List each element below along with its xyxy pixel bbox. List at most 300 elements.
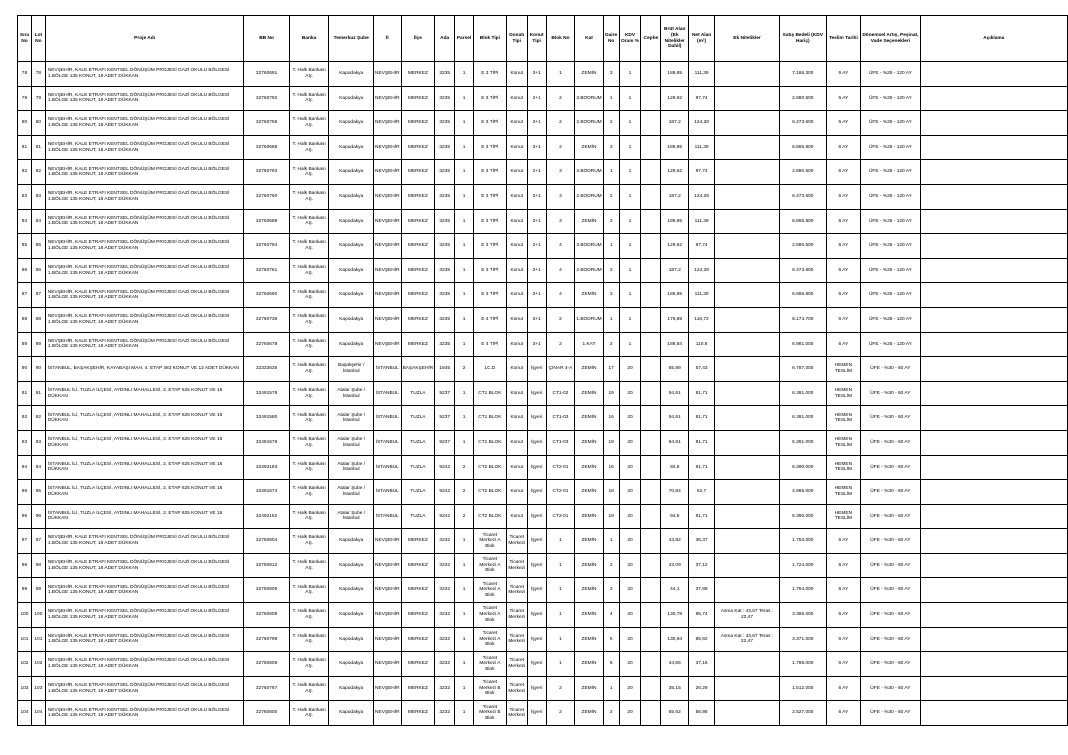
table-cell: 87	[18, 283, 32, 308]
table-cell: 94,8	[661, 455, 689, 480]
table-cell: NEVŞEHİR	[374, 603, 402, 628]
table-cell: 81,71	[689, 504, 715, 529]
table-cell: 2	[546, 86, 575, 111]
table-cell: Konut	[506, 480, 527, 505]
table-cell: Kapodakya	[329, 578, 374, 603]
table-cell	[714, 480, 779, 505]
table-cell: 124,28	[689, 258, 715, 283]
table-cell: 3+1	[527, 184, 546, 209]
column-header: Ada	[435, 16, 455, 62]
table-cell	[920, 504, 1067, 529]
table-cell: ÜFE - %25 - 120 AY	[861, 62, 920, 87]
table-cell: E 3 TİPİ	[474, 135, 507, 160]
table-cell: Konut	[506, 381, 527, 406]
table-cell: 6.865.800	[780, 135, 827, 160]
table-cell: 6.473.600	[780, 258, 827, 283]
table-cell: MERKEZ	[401, 135, 435, 160]
table-cell: Kapodakya	[329, 553, 374, 578]
table-cell: ÜFE - %25 - 120 AY	[861, 209, 920, 234]
table-cell: 32760738	[244, 307, 290, 332]
table-cell: 88	[18, 307, 32, 332]
table-cell	[920, 283, 1067, 308]
table-cell: 36,37	[689, 529, 715, 554]
table-cell: 6 AY	[826, 578, 861, 603]
table-cell: İşyeri	[527, 529, 546, 554]
table-cell: 2	[455, 480, 474, 505]
table-cell: 1	[455, 209, 474, 234]
table-cell: Ticaret Merkezi A Blok	[474, 529, 507, 554]
table-cell: İşyeri	[527, 357, 546, 382]
table-cell	[641, 160, 661, 185]
table-cell: 6.865.800	[780, 209, 827, 234]
table-cell: 32760691	[244, 62, 290, 87]
table-cell: 1	[455, 184, 474, 209]
table-cell: Kapodakya	[329, 283, 374, 308]
table-cell: 20	[619, 455, 641, 480]
table-row	[18, 160, 1068, 185]
table-row	[18, 307, 1068, 332]
table-cell: MERKEZ	[401, 234, 435, 259]
table-cell	[641, 381, 661, 406]
table-cell: 9242	[435, 504, 455, 529]
table-cell: Konut	[506, 209, 527, 234]
table-cell: CT2-01	[546, 480, 575, 505]
table-cell: 4	[546, 283, 575, 308]
table-cell: 32760805	[244, 578, 290, 603]
table-cell: TUZLA	[401, 455, 435, 480]
table-cell: 7.166.300	[780, 62, 827, 87]
table-cell: Ticaret Merkezi	[506, 553, 527, 578]
table-cell: 4.865.000	[780, 480, 827, 505]
table-cell: NEVŞEHİR	[374, 627, 402, 652]
table-cell: 1	[455, 283, 474, 308]
table-cell: 1	[455, 578, 474, 603]
table-cell: 20	[619, 676, 641, 701]
table-cell: E 3 TİPİ	[474, 258, 507, 283]
table-cell: ÜFE - %30 - 60 AY	[861, 455, 920, 480]
table-row	[18, 111, 1068, 136]
table-cell	[641, 701, 661, 726]
table-cell: 6.391.000	[780, 406, 827, 431]
table-cell: NEVŞEHİR, KALE ETRAFI KENTSEL DÖNÜŞÜM PROJESİ GAZİ OKULU BÖLGESİ 1.BÖLGE 135 KONUT, 18 ADET DÜKKAN	[45, 553, 243, 578]
table-cell: ÜFE - %30 - 60 AY	[861, 357, 920, 382]
table-cell: E 3 TİPİ	[474, 160, 507, 185]
table-cell	[641, 504, 661, 529]
table-cell: 2	[546, 332, 575, 357]
table-cell: ÜFE - %30 - 60 AY	[861, 627, 920, 652]
column-header: Brüt Alan (Ek Nitelikler Dahil)	[661, 16, 689, 62]
table-row	[18, 504, 1068, 529]
table-row	[18, 603, 1068, 628]
table-cell: 2+1	[527, 160, 546, 185]
table-cell: 102	[18, 652, 32, 677]
table-row	[18, 553, 1068, 578]
table-cell: 65,62	[661, 701, 689, 726]
table-cell: 104	[18, 701, 32, 726]
table-cell: HEMEN TESLİM	[826, 504, 861, 529]
table-cell: 1	[619, 258, 641, 283]
table-row	[18, 480, 1068, 505]
table-cell: 19	[603, 504, 619, 529]
table-cell: 1	[546, 603, 575, 628]
column-header: Dönemsel Artış, Peşinat, Vade Seçenekleri	[861, 16, 920, 62]
table-cell: 1	[455, 111, 474, 136]
table-cell: 1	[619, 234, 641, 259]
table-cell: E 3 TİPİ	[474, 62, 507, 87]
table-cell: 4	[603, 603, 619, 628]
table-cell: CT2 BLOK	[474, 504, 507, 529]
table-cell: 44,1	[661, 578, 689, 603]
table-cell: 3235	[435, 160, 455, 185]
table-cell: 32491574	[244, 480, 290, 505]
table-cell: 3235	[435, 62, 455, 87]
table-cell: 3232	[435, 701, 455, 726]
table-cell: 91	[31, 381, 45, 406]
table-cell: CT1 BLOK	[474, 381, 507, 406]
table-cell: 1.786.000	[780, 652, 827, 677]
table-cell: HEMEN TESLİM	[826, 357, 861, 382]
table-cell: 88	[31, 307, 45, 332]
table-cell	[714, 676, 779, 701]
table-cell: TUZLA	[401, 430, 435, 455]
table-cell: E 3 TİPİ	[474, 86, 507, 111]
table-cell: 97,74	[689, 234, 715, 259]
table-cell: ÜFE - %30 - 60 AY	[861, 701, 920, 726]
table-cell: 82	[18, 160, 32, 185]
table-cell: NEVŞEHİR, KALE ETRAFI KENTSEL DÖNÜŞÜM PROJESİ GAZİ OKULU BÖLGESİ 1.BÖLGE 135 KONUT, 18 ADET DÜKKAN	[45, 603, 243, 628]
table-cell: 3235	[435, 258, 455, 283]
table-cell: 1	[455, 701, 474, 726]
table-cell: Kapodakya	[329, 258, 374, 283]
column-header: Daire No	[603, 16, 619, 62]
table-cell: 101	[18, 627, 32, 652]
table-cell: 2	[603, 184, 619, 209]
table-cell	[714, 62, 779, 87]
table-cell: 81,71	[689, 455, 715, 480]
table-cell: NEVŞEHİR	[374, 578, 402, 603]
table-cell: NEVŞEHİR, KALE ETRAFI KENTSEL DÖNÜŞÜM PROJESİ GAZİ OKULU BÖLGESİ 1.BÖLGE 135 KONUT, 18 ADET DÜKKAN	[45, 652, 243, 677]
table-cell: T. Halk Bankası AŞ.	[289, 357, 329, 382]
table-cell: İşyeri	[527, 430, 546, 455]
table-cell: E 3 TİPİ	[474, 209, 507, 234]
table-cell: 1.753.000	[780, 529, 827, 554]
table-cell: ÜFE - %25 - 120 AY	[861, 111, 920, 136]
table-cell: 1	[619, 307, 641, 332]
table-cell: 6.390.000	[780, 504, 827, 529]
table-cell: ZEMİN	[575, 578, 603, 603]
table-cell: Ticaret Merkezi B Blok	[474, 676, 507, 701]
column-header: Parsel	[455, 16, 474, 62]
table-cell	[641, 406, 661, 431]
table-cell: Kapodakya	[329, 603, 374, 628]
table-cell: 189,85	[661, 62, 689, 87]
column-header: Cephe	[641, 16, 661, 62]
table-cell: NEVŞEHİR	[374, 62, 402, 87]
table-cell	[641, 676, 661, 701]
table-cell: 2	[546, 307, 575, 332]
table-cell: 6 AY	[826, 234, 861, 259]
table-cell: ZEMİN	[575, 283, 603, 308]
table-cell: MERKEZ	[401, 553, 435, 578]
table-cell: NEVŞEHİR	[374, 258, 402, 283]
table-cell: Konut	[506, 160, 527, 185]
table-cell: 111,39	[689, 62, 715, 87]
table-cell	[920, 135, 1067, 160]
table-cell: 6 AY	[826, 209, 861, 234]
table-cell: 85,74	[689, 603, 715, 628]
table-cell: NEVŞEHİR	[374, 283, 402, 308]
table-cell: NEVŞEHİR	[374, 111, 402, 136]
table-cell: 111,39	[689, 135, 715, 160]
table-cell	[641, 603, 661, 628]
table-cell: ÜFE - %30 - 60 AY	[861, 578, 920, 603]
table-cell: 3+1	[527, 283, 546, 308]
table-cell: Konut	[506, 307, 527, 332]
table-cell: 6 AY	[826, 652, 861, 677]
table-cell: İSTANBUL İLİ, TUZLA İLÇESİ, AYDINLI MAHALLESİ, 2. ETAP 625 KONUT VE 16 DÜKKAN	[45, 504, 243, 529]
table-cell: 20	[619, 406, 641, 431]
table-cell	[920, 676, 1067, 701]
table-cell: 3+1	[527, 135, 546, 160]
table-cell	[714, 209, 779, 234]
table-cell: 3.BODRUM	[575, 234, 603, 259]
table-cell: MERKEZ	[401, 111, 435, 136]
table-cell: 89	[18, 332, 32, 357]
table-cell: 86	[18, 258, 32, 283]
table-cell: ZEMİN	[575, 529, 603, 554]
table-cell: NEVŞEHİR, KALE ETRAFI KENTSEL DÖNÜŞÜM PROJESİ GAZİ OKULU BÖLGESİ 1.BÖLGE 135 KONUT, 18 ADET DÜKKAN	[45, 676, 243, 701]
table-cell: 1	[455, 307, 474, 332]
table-cell	[714, 332, 779, 357]
table-cell: 1	[455, 332, 474, 357]
table-cell: 189,85	[661, 209, 689, 234]
table-cell	[920, 160, 1067, 185]
table-cell: 130,78	[661, 603, 689, 628]
table-cell	[714, 258, 779, 283]
table-cell: 80	[18, 111, 32, 136]
table-cell	[641, 529, 661, 554]
table-cell: 102	[31, 652, 45, 677]
table-cell: NEVŞEHİR, KALE ETRAFI KENTSEL DÖNÜŞÜM PROJESİ GAZİ OKULU BÖLGESİ 1.BÖLGE 135 KONUT, 18 ADET DÜKKAN	[45, 307, 243, 332]
table-cell: E 4 TİPİ	[474, 332, 507, 357]
table-cell: Ticaret Merkezi	[506, 529, 527, 554]
table-cell: 83	[31, 184, 45, 209]
table-cell: 6.865.800	[780, 283, 827, 308]
table-cell: 3235	[435, 332, 455, 357]
table-cell: NEVŞEHİR	[374, 209, 402, 234]
table-cell: 20	[619, 553, 641, 578]
table-cell	[920, 332, 1067, 357]
table-cell: BAŞAKŞEHİR	[401, 357, 435, 382]
table-cell: Konut	[506, 332, 527, 357]
table-cell	[714, 283, 779, 308]
table-cell: 32760761	[244, 258, 290, 283]
table-cell: 1	[619, 209, 641, 234]
table-cell: Kapodakya	[329, 184, 374, 209]
table-cell: 83	[18, 184, 32, 209]
table-cell: 9242	[435, 455, 455, 480]
table-cell: 96	[18, 504, 32, 529]
table-cell: 3232	[435, 553, 455, 578]
table-cell: 37,88	[689, 578, 715, 603]
table-cell: 1	[619, 62, 641, 87]
table-cell: İşyeri	[527, 701, 546, 726]
table-cell	[714, 381, 779, 406]
table-cell: 3	[546, 160, 575, 185]
table-cell: 1	[455, 652, 474, 677]
table-cell: 2	[455, 357, 474, 382]
table-cell: NEVŞEHİR, KALE ETRAFI KENTSEL DÖNÜŞÜM PROJESİ GAZİ OKULU BÖLGESİ 1.BÖLGE 135 KONUT, 18 ADET DÜKKAN	[45, 160, 243, 185]
column-header: İlçe	[401, 16, 435, 62]
table-cell: 100	[31, 603, 45, 628]
table-cell: TUZLA	[401, 504, 435, 529]
table-cell: 2	[603, 111, 619, 136]
column-header: Kat	[575, 16, 603, 62]
table-cell	[641, 258, 661, 283]
table-cell: 1	[455, 406, 474, 431]
table-cell: 129,62	[661, 234, 689, 259]
table-row	[18, 332, 1068, 357]
table-cell: İşyeri	[527, 578, 546, 603]
table-cell: 4	[546, 234, 575, 259]
table-cell: 32491579	[244, 430, 290, 455]
table-cell: E 4 TİPİ	[474, 307, 507, 332]
table-cell: 3235	[435, 111, 455, 136]
table-cell	[920, 357, 1067, 382]
table-cell: 6 AY	[826, 258, 861, 283]
table-cell: 2.527.000	[780, 701, 827, 726]
table-cell: 6 AY	[826, 676, 861, 701]
table-row	[18, 135, 1068, 160]
table-cell: 3+1	[527, 62, 546, 87]
table-cell: 91	[18, 381, 32, 406]
table-cell: Kapodakya	[329, 701, 374, 726]
table-cell: Konut	[506, 135, 527, 160]
table-cell: 17	[603, 357, 619, 382]
table-cell: 85	[18, 234, 32, 259]
table-cell: Atalar Şube / İstanbul	[329, 480, 374, 505]
table-cell: NEVŞEHİR, KALE ETRAFI KENTSEL DÖNÜŞÜM PROJESİ GAZİ OKULU BÖLGESİ 1.BÖLGE 135 KONUT, 18 ADET DÜKKAN	[45, 701, 243, 726]
table-cell: 20	[619, 701, 641, 726]
table-cell: 20	[619, 603, 641, 628]
table-cell: 19	[603, 381, 619, 406]
table-cell: Konut	[506, 430, 527, 455]
table-cell: NEVŞEHİR, KALE ETRAFI KENTSEL DÖNÜŞÜM PROJESİ GAZİ OKULU BÖLGESİ 1.BÖLGE 135 KONUT, 18 ADET DÜKKAN	[45, 234, 243, 259]
table-cell: 16	[603, 406, 619, 431]
table-cell: Kapodakya	[329, 62, 374, 87]
table-cell: 32760760	[244, 184, 290, 209]
table-cell: ÜFE - %30 - 60 AY	[861, 603, 920, 628]
table-cell: 6.390.000	[780, 455, 827, 480]
table-cell: Ticaret Merkezi A Blok	[474, 553, 507, 578]
table-cell: 32492182	[244, 504, 290, 529]
table-cell: 92	[18, 406, 32, 431]
table-cell: 32760806	[244, 652, 290, 677]
table-cell: MERKEZ	[401, 578, 435, 603]
table-cell: Konut	[506, 184, 527, 209]
table-cell: 81	[18, 135, 32, 160]
table-row	[18, 627, 1068, 652]
table-cell: 189,85	[661, 283, 689, 308]
table-cell: T. Halk Bankası AŞ.	[289, 307, 329, 332]
table-cell: E 3 TİPİ	[474, 283, 507, 308]
table-cell: 97	[31, 529, 45, 554]
table-cell: ZEMİN	[575, 135, 603, 160]
table-cell: 6.473.600	[780, 111, 827, 136]
table-cell: T. Halk Bankası AŞ.	[289, 209, 329, 234]
table-row	[18, 184, 1068, 209]
table-row	[18, 701, 1068, 726]
table-cell: 99	[31, 578, 45, 603]
table-cell: T. Halk Bankası AŞ.	[289, 406, 329, 431]
table-cell	[714, 430, 779, 455]
table-cell: Ticaret Merkezi	[506, 701, 527, 726]
table-cell: 3+1	[527, 332, 546, 357]
table-cell: 2	[546, 676, 575, 701]
table-cell: 3235	[435, 209, 455, 234]
table-cell	[714, 135, 779, 160]
table-cell	[641, 332, 661, 357]
table-cell: 3232	[435, 529, 455, 554]
table-cell: 98	[31, 553, 45, 578]
table-cell: NEVŞEHİR, KALE ETRAFI KENTSEL DÖNÜŞÜM PROJESİ GAZİ OKULU BÖLGESİ 1.BÖLGE 135 KONUT, 18 ADET DÜKKAN	[45, 62, 243, 87]
table-cell: 9237	[435, 381, 455, 406]
table-cell: 94,81	[661, 430, 689, 455]
table-cell: 187,2	[661, 111, 689, 136]
table-cell	[714, 357, 779, 382]
table-cell: Konut	[506, 406, 527, 431]
table-cell: 6.391.000	[780, 430, 827, 455]
table-cell: 6.981.000	[780, 332, 827, 357]
table-row	[18, 381, 1068, 406]
table-cell	[920, 701, 1067, 726]
column-header: BB No	[244, 16, 290, 62]
table-cell: Ticaret Merkezi	[506, 578, 527, 603]
table-cell: ÜFE - %25 - 120 AY	[861, 332, 920, 357]
table-cell: 2.880.500	[780, 86, 827, 111]
table-cell: ZEMİN	[575, 504, 603, 529]
table-cell	[714, 652, 779, 677]
table-cell: İşyeri	[527, 504, 546, 529]
table-cell: 101	[31, 627, 45, 652]
table-cell: İşyeri	[527, 652, 546, 677]
table-cell: Başakşehir / İstanbul	[329, 357, 374, 382]
table-cell: 84	[31, 209, 45, 234]
table-cell	[920, 480, 1067, 505]
table-cell: 1.BODRUM	[575, 307, 603, 332]
table-cell: 6 AY	[826, 184, 861, 209]
table-cell: 93	[18, 430, 32, 455]
table-cell: 1	[455, 627, 474, 652]
table-cell	[641, 455, 661, 480]
table-cell: 6.391.000	[780, 381, 827, 406]
table-cell: 2	[603, 258, 619, 283]
table-cell: 187,2	[661, 184, 689, 209]
table-cell: 65,89	[661, 357, 689, 382]
table-cell: Kapodakya	[329, 307, 374, 332]
table-cell: 6 AY	[826, 603, 861, 628]
table-cell: T. Halk Bankası AŞ.	[289, 86, 329, 111]
table-cell: 32760794	[244, 234, 290, 259]
table-cell: 1.512.000	[780, 676, 827, 701]
table-cell: Atalar Şube / İstanbul	[329, 406, 374, 431]
table-cell: CT2 BLOK	[474, 455, 507, 480]
table-cell: NEVŞEHİR	[374, 86, 402, 111]
table-cell: 1	[455, 553, 474, 578]
table-cell: 104	[31, 701, 45, 726]
table-cell: 3235	[435, 184, 455, 209]
table-cell: Konut	[506, 455, 527, 480]
